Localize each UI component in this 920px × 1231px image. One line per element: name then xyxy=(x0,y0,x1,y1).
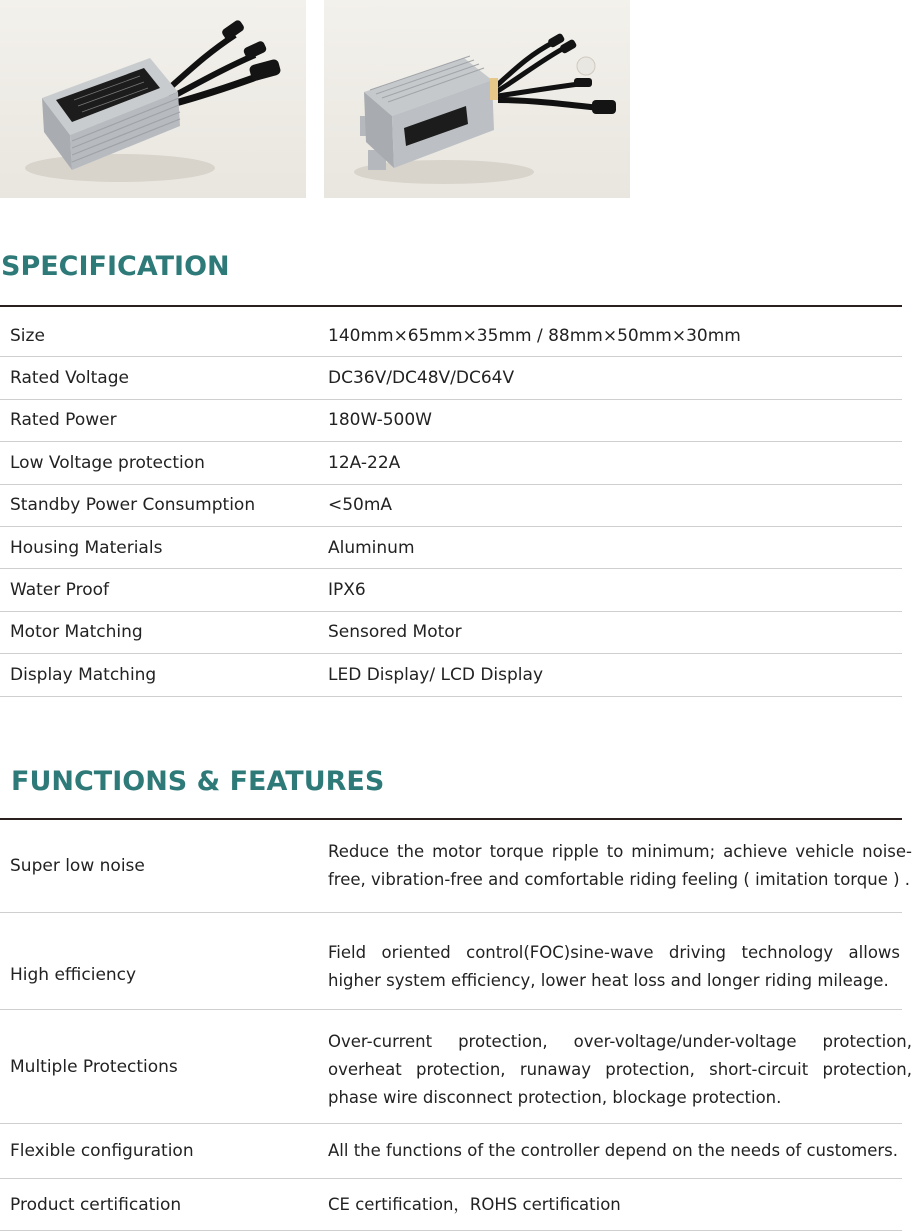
spec-row-motor-matching xyxy=(0,612,902,654)
function-label: Super low noise xyxy=(10,856,145,876)
spec-label: Size xyxy=(10,325,45,346)
spec-row-rated-power xyxy=(0,400,902,442)
spec-value: DC36V/DC48V/DC64V xyxy=(328,368,515,389)
spec-value: 140mm×65mm×35mm / 88mm×50mm×30mm xyxy=(328,325,741,346)
spec-label: Water Proof xyxy=(10,580,110,601)
spec-row-rated-voltage xyxy=(0,357,902,399)
spec-row-water-proof xyxy=(0,569,902,611)
spec-value: LED Display/ LCD Display xyxy=(328,664,543,685)
function-label: Flexible configuration xyxy=(10,1141,194,1161)
specification-heading: SPECIFICATION xyxy=(1,251,230,282)
controller-front-illustration xyxy=(0,0,306,198)
spec-value: <50mA xyxy=(328,495,393,516)
specification-divider xyxy=(0,305,902,307)
function-description: Reduce the motor torque ripple to minimum; achieve vehicle noise-free, vibration-free and comfortable riding feeling ( imitation torque ) . xyxy=(328,842,912,889)
function-description: Field oriented control(FOC)sine-wave driving technology allows higher system efficiency, lower heat loss and longer riding mileage. xyxy=(328,943,900,990)
spec-label: Rated Voltage xyxy=(10,368,129,389)
spec-label: Standby Power Consumption xyxy=(10,495,256,516)
spec-label: Motor Matching xyxy=(10,622,143,643)
spec-label: Rated Power xyxy=(10,410,117,431)
spec-row-display-matching xyxy=(0,654,902,696)
function-label: Multiple Protections xyxy=(10,1056,178,1077)
function-label: Product certification xyxy=(10,1194,182,1215)
spec-value: 180W-500W xyxy=(328,410,432,431)
spec-row-housing-materials xyxy=(0,527,902,569)
func-row-multiple-protections xyxy=(0,1010,912,1124)
spec-value: IPX6 xyxy=(328,580,366,601)
spec-label: Housing Materials xyxy=(10,537,163,558)
controller-angled-illustration xyxy=(324,0,630,198)
func-row-high-efficiency xyxy=(0,913,902,1010)
spec-row-low-voltage-protection xyxy=(0,442,902,484)
functions-table xyxy=(0,820,912,1231)
function-description: All the functions of the controller depend on the needs of customers. xyxy=(328,1141,899,1160)
spec-row-size xyxy=(0,315,902,357)
spec-label: Display Matching xyxy=(10,664,157,685)
functions-heading: FUNCTIONS & FEATURES xyxy=(11,766,385,797)
func-row-product-certification xyxy=(0,1179,902,1231)
controller-photo-front xyxy=(0,0,306,198)
spec-value: 12A-22A xyxy=(328,452,401,473)
function-description: CE certification，ROHS certification xyxy=(328,1195,621,1214)
function-description: Over-current protection, over-voltage/under-voltage protection, overheat protection, runaway protection, short-circuit protection, phase wire disconnect protection, blockage protection. xyxy=(328,1032,912,1107)
spec-value: Sensored Motor xyxy=(328,622,462,643)
specification-table xyxy=(0,315,902,697)
function-label: High efficiency xyxy=(10,965,137,985)
spec-row-standby-power xyxy=(0,485,902,527)
spec-value: Aluminum xyxy=(328,537,415,558)
spec-label: Low Voltage protection xyxy=(10,452,205,473)
func-row-super-low-noise xyxy=(0,820,912,913)
controller-photo-angled xyxy=(324,0,630,198)
func-row-flexible-configuration xyxy=(0,1124,902,1179)
